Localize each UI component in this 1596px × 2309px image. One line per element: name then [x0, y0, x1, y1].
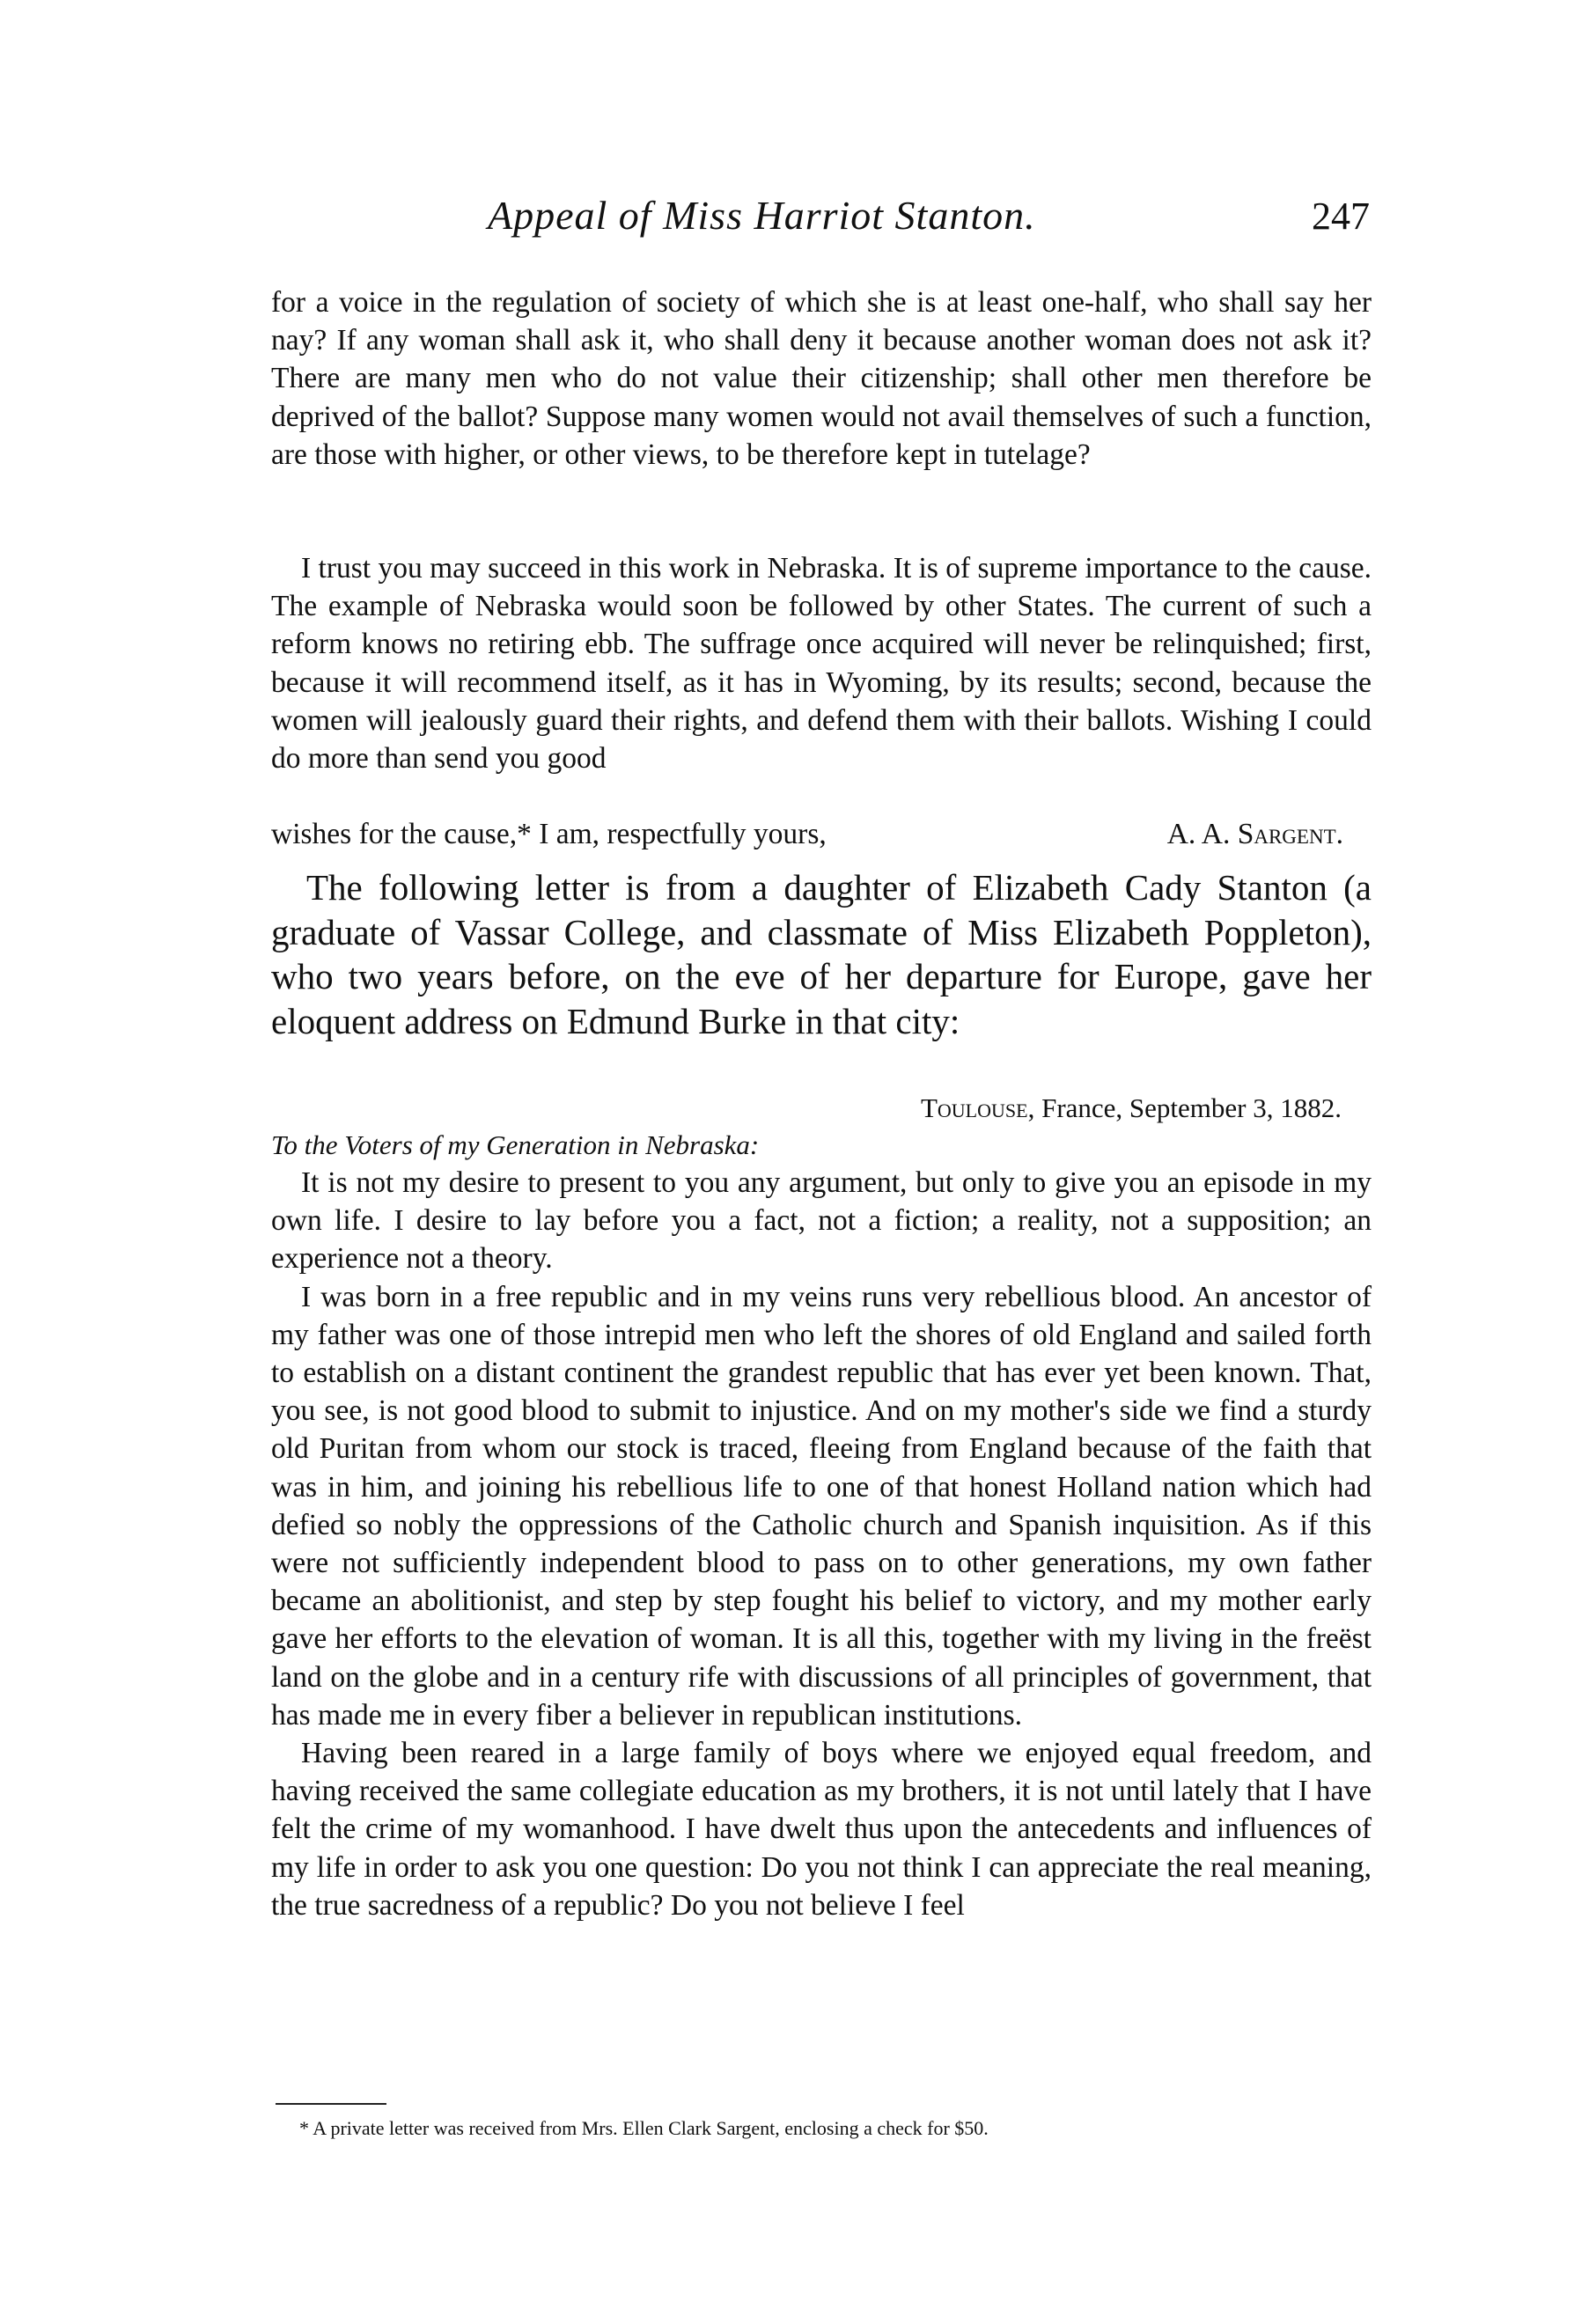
sargent-letter: [271, 283, 1372, 853]
letter-paragraph: I was born in a free republic and in my veins runs very rebellious blood. An ancestor of my father was one of those intrepid men who left the shores of old England and sailed forth to establish on a distant continent the grandest republic that has ever yet been known. That, you see, is not good blood to submit to injustice. And on my mother's side we find a sturdy old Puritan from whom our stock is traced, fleeing from England because of the faith that was in him, and joining his rebellious life to one of that honest Holland nation which had defied so nobly the oppressions of the Catholic church and Spanish inquisition. As if this were not sufficiently independent blood to pass on to other generations, my own father became an abolitionist, and step by step fought his belief to victory, and my mother early gave her efforts to the elevation of woman. It is all this, together with my living in the freëst land on the globe and in a century rife with discussions of all principles of government, that has made me in every fiber a believer in republican institutions.: [271, 1280, 1372, 1732]
running-head: [264, 192, 1375, 254]
sargent-closing: wishes for the cause,* I am, respectfully yours,: [271, 818, 827, 850]
footnote-rule: [276, 2103, 386, 2105]
letter-paragraph: It is not my desire to present to you any argument, but only to give you an episode in my own life. I desire to lay before you a fact, not a fiction; a reality, not a supposition; an experience not a theory.: [271, 1166, 1372, 1276]
salutation: To the Voters of my Generation in Nebraska:: [271, 1129, 760, 1160]
intro-block: [271, 865, 1372, 1043]
sargent-signature: A. A. Sargent.: [1166, 818, 1343, 850]
sargent-closing-line: [271, 815, 1372, 853]
intro-paragraph: The following letter is from a daughter of Elizabeth Cady Stanton (a graduate of Vassar College, and classmate of Miss Elizabeth Poppleton), who two years before, on the eve of her departure for Europe, gave her eloquent address on Edmund Burke in that city:: [271, 867, 1372, 1041]
letter-paragraph: Having been reared in a large family of boys where we enjoyed equal freedom, and having received the same collegiate education as my brothers, it is not until lately that I have felt the crime of my womanhood. I have dwelt thus upon the antecedents and influences of my life in order to ask you one question: Do you not think I can appreciate the real meaning, the true sacredness of a republic? Do you not believe I feel: [271, 1737, 1372, 1922]
dateline-date: , France, September 3, 1882.: [1027, 1092, 1342, 1123]
dateline: [271, 1090, 1372, 1127]
footnote: * A private letter was received from Mrs. Ellen Clark Sargent, enclosing a check for $50.: [299, 2117, 989, 2139]
page-number: 247: [1312, 195, 1370, 238]
running-title: Appeal of Miss Harriot Stanton.: [488, 193, 1036, 238]
sargent-letter-paragraph: I trust you may succeed in this work in Nebraska. It is of supreme importance to the cause. The example of Nebraska would soon be followed by other States. The current of such a reform knows no retiring ebb. The suffrage once acquired will never be relinquished; first, because it will recommend itself, as it has in Wyoming, by its results; second, because the women will jealously guard their rights, and defend them with their ballots. Wishing I could do more than send you good: [271, 552, 1372, 776]
stanton-letter: [271, 1090, 1372, 1924]
sargent-letter-continuation: for a voice in the regulation of society of which she is at least one-half, who shall say her nay? If any woman shall ask it, who shall deny it because another woman does not ask it? There are many men who do not value their citizenship; shall other men therefore be deprived of the ballot? Suppose many women would not avail themselves of such a function, are those with higher, or other views, to be therefore kept in tutelage?: [271, 286, 1372, 471]
dateline-place: Toulouse: [920, 1092, 1028, 1123]
